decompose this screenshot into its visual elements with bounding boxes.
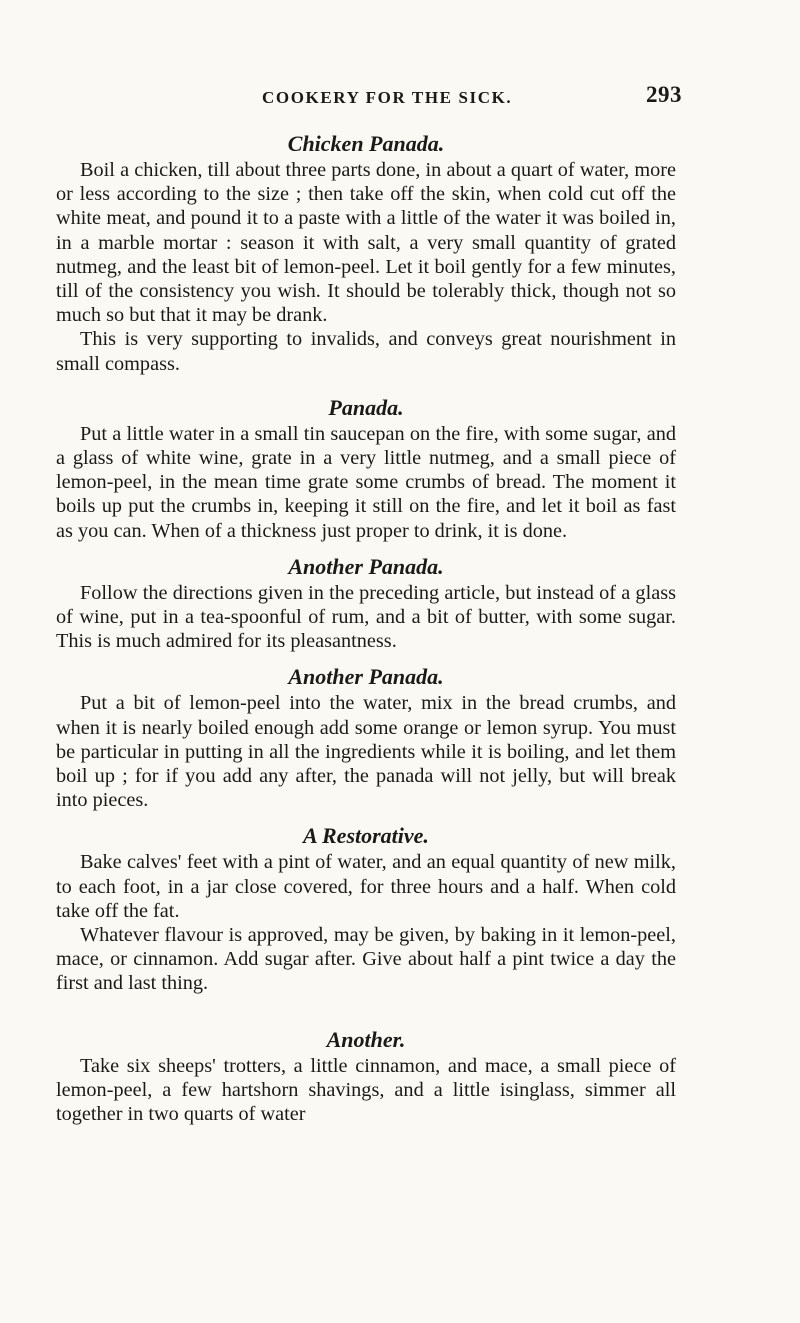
recipe-title: Another.	[326, 1026, 406, 1052]
page-body	[56, 120, 676, 1126]
recipe-restorative	[56, 822, 676, 995]
recipe-paragraph: Boil a chicken, till about three parts done, in about a quart of water, more or less according to the size ; then take off the skin, when cold cut off the white meat, and pound it to a paste with a little of the water it was boiled in, in a marble mortar : season it with salt, a very small quantity of grated nutmeg, and the least bit of lemon-peel. Let it boil gently for a few minutes, till of the consistency you wish. It should be tolerably thick, though not so much so but that it may be drank.	[56, 159, 676, 327]
recipe-another-restorative	[56, 1026, 676, 1127]
recipe-title: Another Panada.	[288, 664, 444, 690]
recipe-title: Another Panada.	[288, 553, 444, 579]
recipe-title: Panada.	[328, 394, 404, 420]
recipe-paragraph: Bake calves' feet with a pint of water, and an equal quantity of new milk, to each foot, in a jar close covered, for three hours and a half. When cold take off the fat.	[56, 851, 676, 922]
recipe-title: Chicken Panada.	[287, 131, 445, 156]
recipe-title: A Restorative.	[303, 823, 429, 849]
recipe-paragraph: Take six sheeps' trotters, a little cinnamon, and mace, a small piece of lemon-peel, a few hartshorn shavings, and a little isinglass, simmer all together in two quarts of water	[56, 1054, 676, 1126]
recipe-panada	[56, 394, 676, 543]
recipe-another-panada-1	[56, 553, 676, 654]
recipe-paragraph: Follow the directions given in the preceding article, but instead of a glass of wine, put in a tea-spoonful of rum, and a bit of butter, with some sugar. This is much admired for its pleasantness.	[56, 581, 676, 653]
recipe-another-panada-2	[56, 663, 676, 812]
recipe-paragraph: This is very supporting to invalids, and conveys great nourishment in small compass.	[56, 328, 676, 375]
recipe-chicken-panada	[56, 130, 676, 376]
recipe-paragraph: Put a bit of lemon-peel into the water, mix in the bread crumbs, and when it is nearly boiled enough add some orange or lemon syrup. You must be particular in putting in all the ingredients while it is boiling, and let them boil up ; for if you add any after, the panada will not jelly, but will break into pieces.	[56, 692, 676, 812]
recipe-paragraph: Put a little water in a small tin saucepan on the fire, with some sugar, and a glass of white wine, grate in a very little nutmeg, and a small piece of lemon-peel, in the mean time grate some crumbs of bread. The moment it boils up put the crumbs in, keeping it still on the fire, and let it boil as fast as you can. When of a thickness just proper to drink, it is done.	[56, 422, 676, 542]
page-number: 293	[646, 82, 682, 107]
running-head	[262, 82, 682, 112]
running-head-title: COOKERY FOR THE SICK.	[262, 88, 513, 107]
recipe-paragraph: Whatever flavour is approved, may be given, by baking in it lemon-peel, mace, or cinnamon. Add sugar after. Give about half a pint twice a day the first and last thing.	[56, 924, 676, 995]
